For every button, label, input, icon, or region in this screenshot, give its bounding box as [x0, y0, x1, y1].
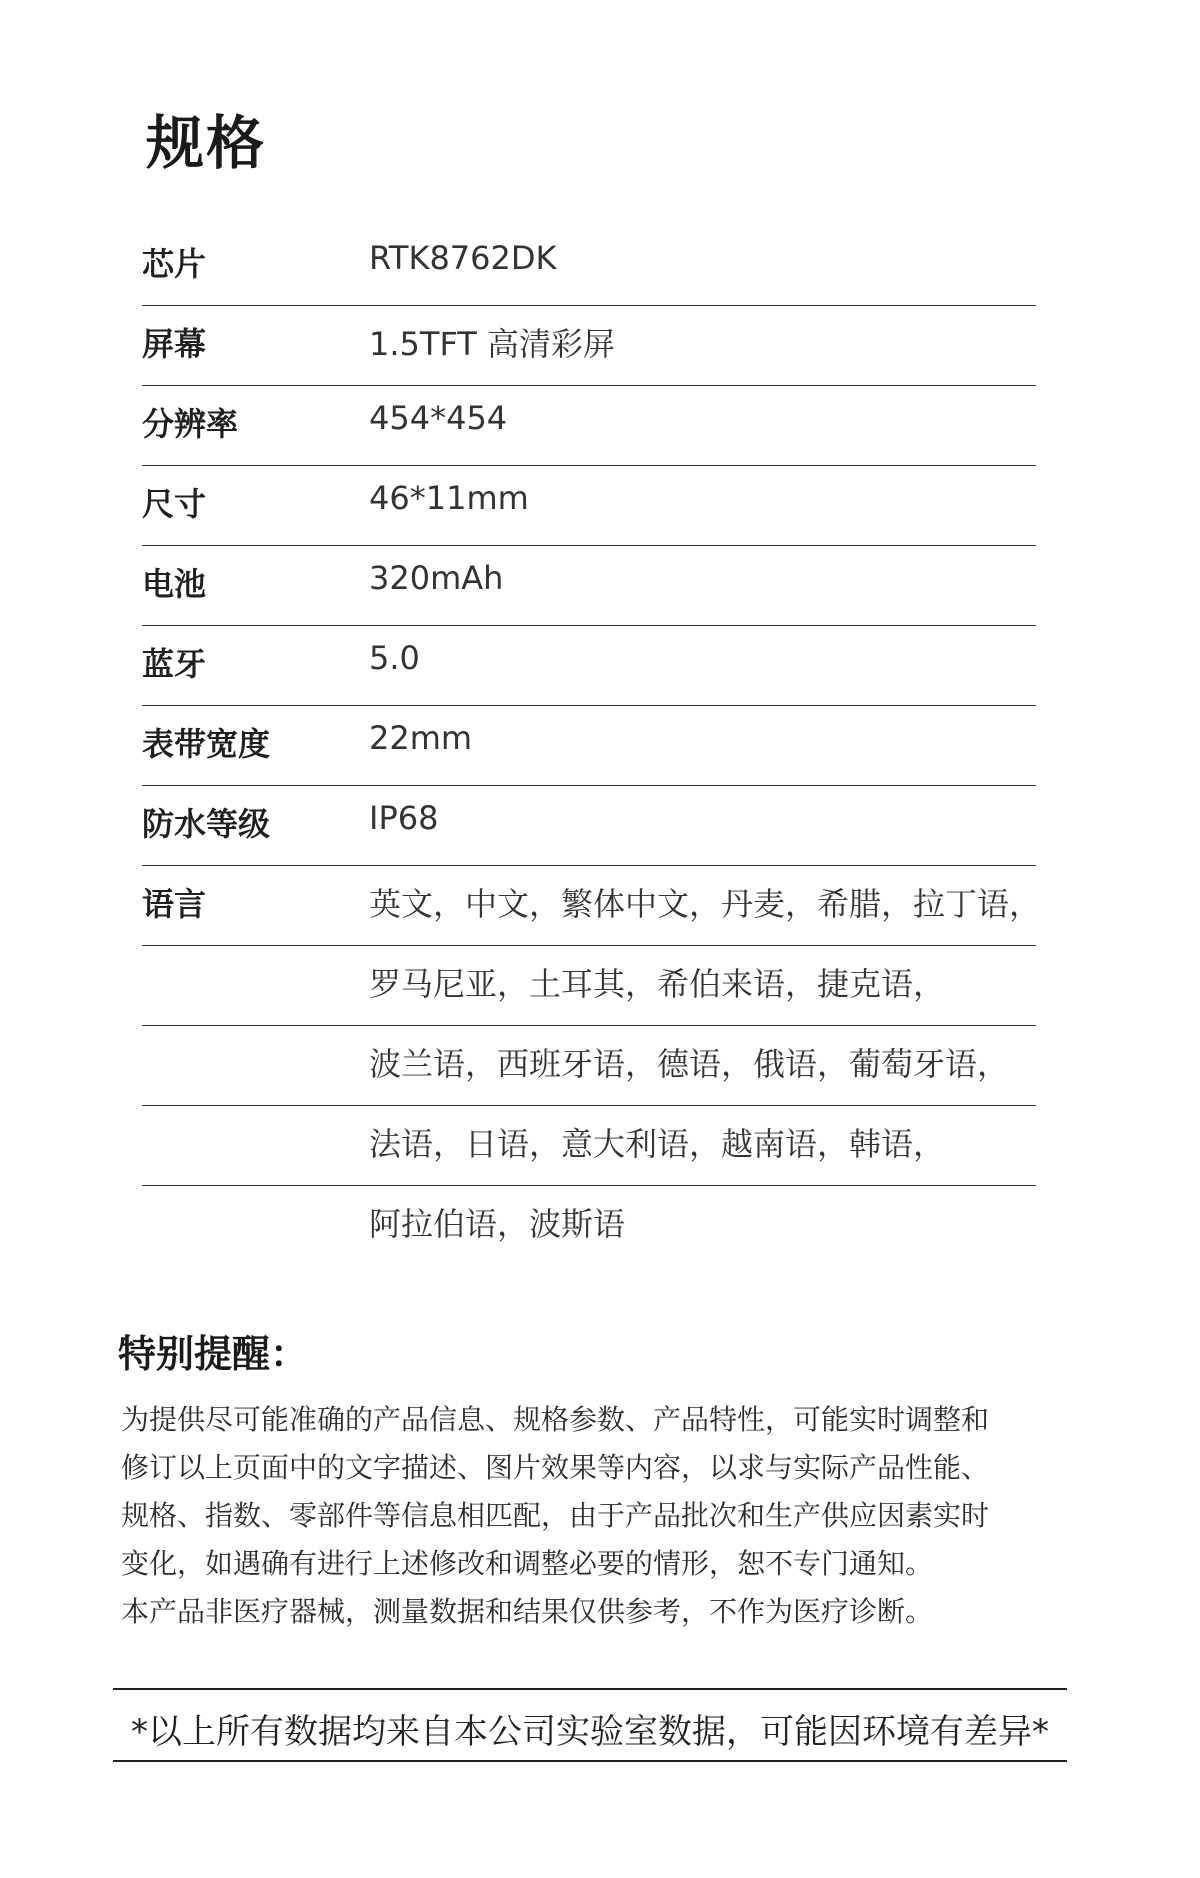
spec-row-resolution	[142, 386, 1036, 466]
footer-note: *以上所有数据均来自本公司实验室数据，可能因环境有差异*	[131, 1712, 1049, 1752]
spec-row-language-cont	[142, 1026, 1036, 1106]
spec-label: 芯片	[142, 245, 207, 283]
notice-line: 变化，如遇确有进行上述修改和调整必要的情形，恕不专门通知。	[121, 1547, 934, 1580]
spec-row-language-cont	[142, 1106, 1036, 1186]
spec-value: 1.5TFT 高清彩屏	[369, 325, 616, 363]
notice-line: 规格、指数、零部件等信息相匹配，由于产品批次和生产供应因素实时	[121, 1499, 990, 1532]
spec-label: 电池	[142, 565, 207, 603]
spec-value: RTK8762DK	[369, 239, 557, 277]
spec-label: 屏幕	[142, 325, 207, 363]
spec-label: 防水等级	[142, 805, 271, 843]
notice-line: 本产品非医疗器械，测量数据和结果仅供参考，不作为医疗诊断。	[121, 1595, 934, 1628]
spec-row-size	[142, 466, 1036, 546]
footer-divider-top	[113, 1688, 1067, 1690]
spec-row-bluetooth	[142, 626, 1036, 706]
notice-line: 为提供尽可能准确的产品信息、规格参数、产品特性，可能实时调整和	[121, 1403, 990, 1436]
page-title: 规格	[146, 109, 267, 177]
spec-value: 22mm	[369, 719, 473, 757]
spec-row-chip	[142, 226, 1036, 306]
spec-label: 蓝牙	[142, 645, 207, 683]
spec-value: 法语，日语，意大利语，越南语，韩语，	[369, 1125, 946, 1163]
spec-table	[142, 226, 1042, 1266]
spec-value: 英文，中文，繁体中文，丹麦，希腊，拉丁语，	[369, 885, 1042, 923]
spec-row-waterproof	[142, 786, 1036, 866]
spec-row-battery	[142, 546, 1036, 626]
spec-value: 罗马尼亚，土耳其，希伯来语，捷克语，	[369, 965, 946, 1003]
spec-row-language-cont	[142, 1186, 1036, 1266]
spec-value: 46*11mm	[369, 479, 529, 517]
spec-value: IP68	[369, 799, 439, 837]
notice-title: 特别提醒：	[118, 1332, 309, 1376]
spec-label: 分辨率	[142, 405, 239, 443]
spec-label: 表带宽度	[142, 725, 271, 763]
spec-row-language	[142, 866, 1042, 946]
spec-value: 320mAh	[369, 559, 504, 597]
footer-divider-bottom	[113, 1760, 1067, 1762]
spec-row-screen	[142, 306, 1036, 386]
notice-body	[121, 1398, 1081, 1638]
spec-value: 454*454	[369, 399, 508, 437]
spec-value: 波兰语，西班牙语，德语，俄语，葡萄牙语，	[369, 1045, 1010, 1083]
spec-value: 5.0	[369, 639, 420, 677]
notice-line: 修订以上页面中的文字描述、图片效果等内容，以求与实际产品性能、	[121, 1451, 990, 1484]
spec-label: 尺寸	[142, 485, 207, 523]
spec-row-language-cont	[142, 946, 1036, 1026]
spec-row-strap-width	[142, 706, 1036, 786]
spec-label: 语言	[142, 885, 207, 923]
spec-value: 阿拉伯语，波斯语	[369, 1205, 626, 1243]
